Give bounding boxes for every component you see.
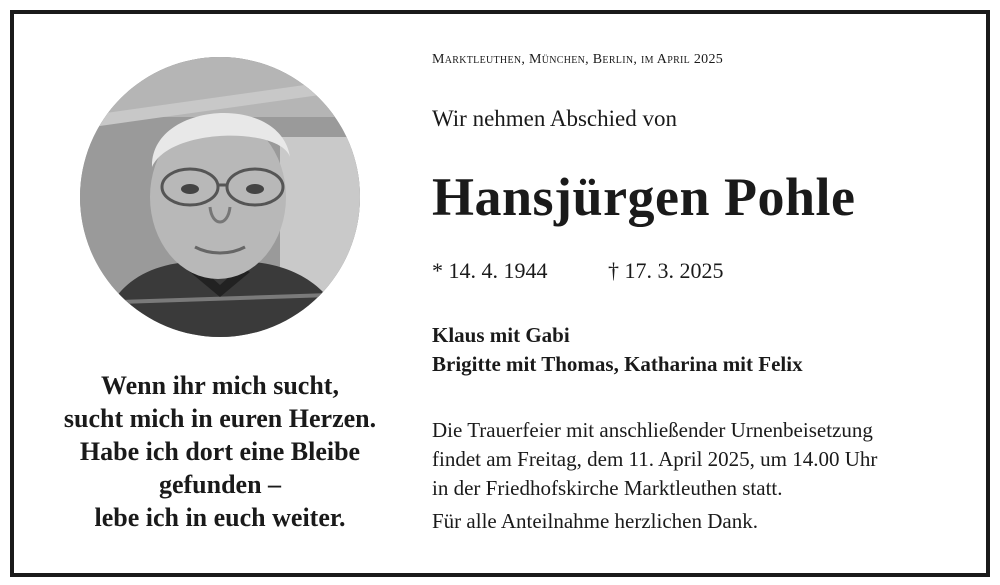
quote-line: Habe ich dort eine Bleibe — [79, 437, 361, 466]
birth-date: * 14. 4. 1944 — [432, 258, 548, 283]
thanks-line: Für alle Anteilnahme herzlichen Dank. — [432, 509, 758, 533]
death-date: † 17. 3. 2025 — [608, 258, 724, 283]
deceased-name: Hansjürgen Pohle — [432, 167, 856, 227]
quote-line: Wenn ihr mich sucht, — [101, 371, 339, 400]
place-date-line: Marktleuthen, München, Berlin, im April 2025 — [432, 52, 724, 67]
family-list — [432, 321, 803, 379]
ceremony-line: findet am Freitag, dem 11. April 2025, um 14.00 Uhr — [432, 447, 878, 471]
memorial-quote — [30, 369, 410, 534]
ceremony-line: Die Trauerfeier mit anschließender Urnenbeisetzung — [432, 418, 873, 442]
family-line: Klaus mit Gabi — [432, 323, 570, 347]
quote-line: sucht mich in euren Herzen. — [63, 404, 377, 433]
ceremony-info — [432, 416, 877, 503]
portrait-illustration — [80, 57, 360, 337]
quote-line: gefunden – — [158, 470, 282, 499]
portrait-photo — [80, 57, 360, 337]
family-line: Brigitte mit Thomas, Katharina mit Felix — [432, 352, 803, 376]
quote-line: lebe ich in euch weiter. — [94, 503, 346, 532]
intro-text: Wir nehmen Abschied von — [432, 106, 677, 131]
ceremony-line: in der Friedhofskirche Marktleuthen statt. — [432, 476, 783, 500]
life-dates — [432, 258, 724, 284]
